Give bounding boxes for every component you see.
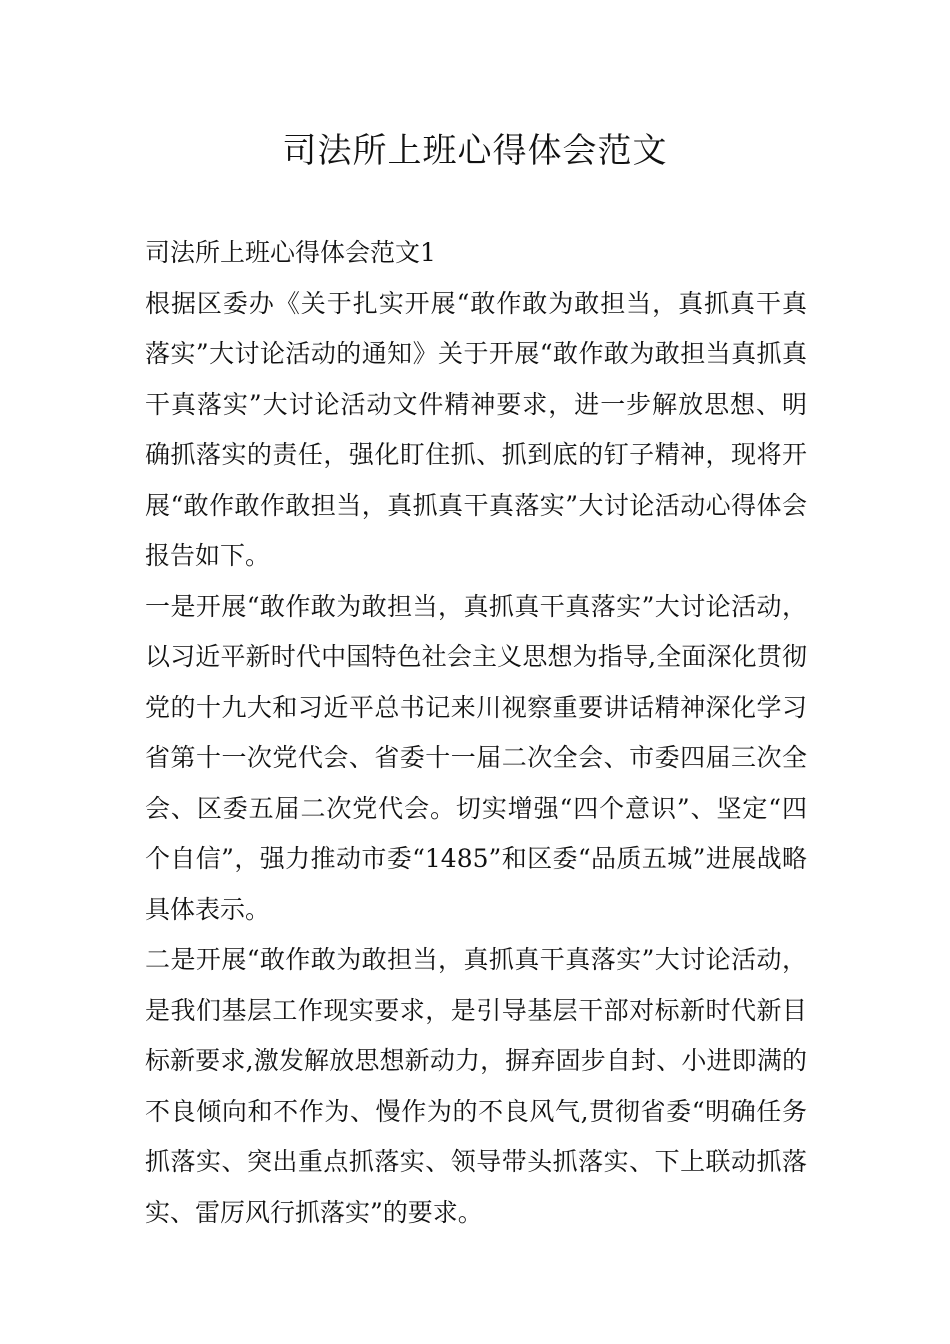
document-body bbox=[145, 228, 807, 1238]
paragraph-1: 根据区委办《关于扎实开展“敢作敢为敢担当，真抓真干真落实”大讨论活动的通知》关于开展“敢作敢为敢担当真抓真干真落实”大讨论活动文件精神要求，进一步解放思想、明确抓落实的责任，强化盯住抓、抓到底的钉子精神，现将开展“敢作敢作敢担当，真抓真干真落实”大讨论活动心得体会报告如下。 bbox=[145, 288, 807, 570]
document-title: 司法所上班心得体会范文 bbox=[282, 131, 668, 171]
section-heading: 司法所上班心得体会范文1 bbox=[145, 238, 436, 267]
paragraph-2: 一是开展“敢作敢为敢担当，真抓真干真落实”大讨论活动，以习近平新时代中国特色社会主义思想为指导,全面深化贯彻党的十九大和习近平总书记来川视察重要讲话精神深化学习省第十一次党代会、省委十一届二次全会、市委四届三次全会、区委五届二次党代会。切实增强“四个意识”、坚定“四个自信”，强力推动市委“1485”和区委“品质五城”进展战略具体表示。 bbox=[145, 591, 807, 924]
paragraph-3: 二是开展“敢作敢为敢担当，真抓真干真落实”大讨论活动，是我们基层工作现实要求，是引导基层干部对标新时代新目标新要求,激发解放思想新动力，摒弃固步自封、小进即满的不良倾向和不作为、慢作为的不良风气,贯彻省委“明确任务抓落实、突出重点抓落实、领导带头抓落实、下上联动抓落实、雷厉风行抓落实”的要求。 bbox=[145, 945, 807, 1227]
